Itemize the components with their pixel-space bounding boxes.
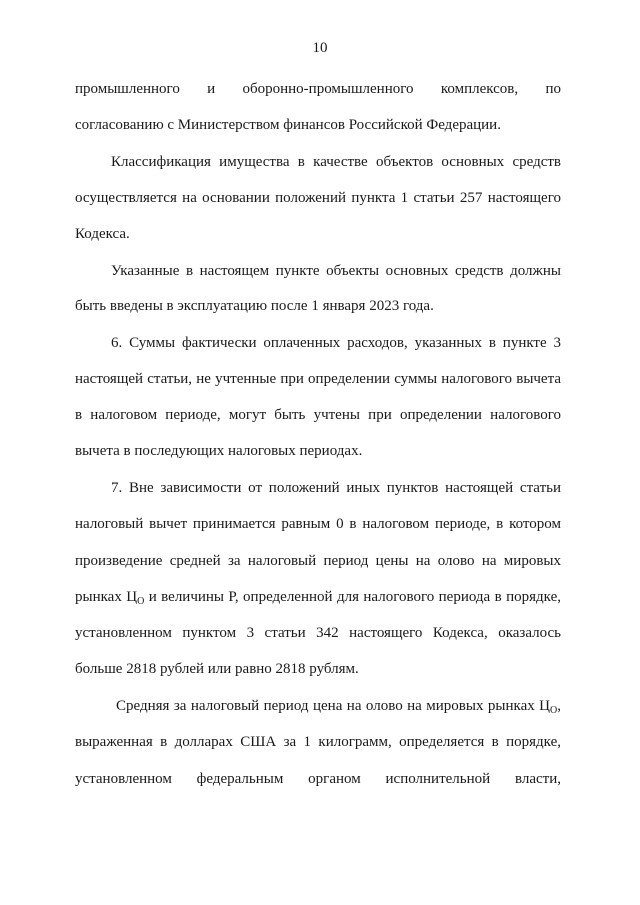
paragraph-start-line: [116, 696, 561, 721]
text-fragment: ,: [557, 698, 561, 714]
text-line: произведение средней за налоговый период цены на олово на мировых: [75, 553, 561, 569]
text-line: в налоговом периоде, могут быть учтены при определении налогового: [75, 407, 561, 423]
subscript: О: [137, 596, 145, 607]
text-line: [75, 587, 561, 612]
text-line: налоговый вычет принимается равным 0 в налоговом периоде, в котором: [75, 516, 561, 532]
text-line: настоящей статьи, не учтенные при определении суммы налогового вычета: [75, 371, 561, 387]
text-line: вычета в последующих налоговых периодах.: [75, 443, 363, 459]
paragraph-start-line: Указанные в настоящем пункте объекты основных средств должны: [111, 263, 561, 279]
text-fragment: Средняя за налоговый период цена на олово на мировых рынках Ц: [116, 698, 551, 714]
text-line: Кодекса.: [75, 226, 130, 242]
text-line: осуществляется на основании положений пункта 1 статьи 257 настоящего: [75, 190, 561, 206]
text-line: больше 2818 рублей или равно 2818 рублям.: [75, 661, 359, 677]
text-line: согласованию с Министерством финансов Российской Федерации.: [75, 117, 501, 133]
subscript: О: [550, 705, 558, 716]
text-fragment: и величины Р, определенной для налогового периода в порядке,: [144, 589, 562, 605]
text-line: промышленного и оборонно-промышленного комплексов, по: [75, 81, 561, 97]
text-line: быть введены в эксплуатацию после 1 января 2023 года.: [75, 298, 434, 314]
text-line: выраженная в долларах США за 1 килограмм, определяется в порядке,: [75, 734, 561, 750]
paragraph-start-line: 7. Вне зависимости от положений иных пунктов настоящей статьи: [111, 480, 561, 496]
text-line: установленном федеральным органом исполнительной власти,: [75, 771, 561, 787]
page-number: 10: [312, 40, 328, 56]
text-line: установленном пунктом 3 статьи 342 настоящего Кодекса, оказалось: [75, 625, 561, 641]
paragraph-start-line: 6. Суммы фактически оплаченных расходов, указанных в пункте 3: [111, 335, 561, 351]
text-fragment: рынках Ц: [75, 589, 138, 605]
paragraph-start-line: Классификация имущества в качестве объектов основных средств: [111, 154, 561, 170]
